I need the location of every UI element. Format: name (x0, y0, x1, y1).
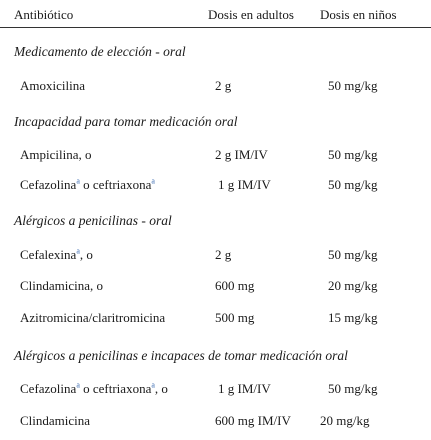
drug-part: Cefazolina (20, 177, 77, 192)
table-header (0, 0, 431, 28)
table-row (0, 278, 431, 298)
child-dose: 20 mg/kg (328, 278, 378, 293)
footnote-marker[interactable]: a (76, 246, 80, 256)
table-row (0, 177, 431, 197)
table-row (0, 147, 431, 167)
footnote-marker[interactable]: a (151, 176, 155, 186)
header-child-dose: Dosis en niños (320, 7, 397, 22)
child-dose: 50 mg/kg (328, 381, 378, 396)
drug-part: Cefalexina (20, 247, 77, 262)
drug-name: Clindamicina (20, 413, 91, 428)
header-adult-dose: Dosis en adultos (208, 7, 294, 22)
footnote-marker[interactable]: a (76, 176, 80, 186)
drug-name: Azitromicina/claritromicina (20, 310, 166, 325)
child-dose: 15 mg/kg (328, 310, 378, 325)
footnote-marker[interactable]: a (76, 380, 80, 390)
adult-dose: 2 g IM/IV (215, 147, 268, 162)
section-title: Alérgicos a penicilinas e incapaces de tomar medicación oral (14, 348, 348, 363)
section-title: Incapacidad para tomar medicación oral (14, 114, 238, 129)
adult-dose: 500 mg (215, 310, 255, 325)
child-dose: 50 mg/kg (328, 177, 378, 192)
drug-name (20, 381, 168, 397)
child-dose: 50 mg/kg (328, 147, 378, 162)
adult-dose: 2 g (215, 247, 232, 262)
adult-dose: 1 g IM/IV (218, 177, 271, 192)
table-row (0, 310, 431, 330)
drug-part: o ceftriaxona (79, 177, 152, 192)
drug-part: o ceftriaxona (79, 381, 152, 396)
adult-dose: 2 g (215, 78, 232, 93)
drug-part: Cefazolina (20, 381, 77, 396)
table-row (0, 381, 431, 401)
adult-dose: 1 g IM/IV (218, 381, 271, 396)
footnote-marker[interactable]: a (151, 380, 155, 390)
section-title: Medicamento de elección - oral (14, 44, 186, 59)
table-row (0, 247, 431, 267)
section-title: Alérgicos a penicilinas - oral (14, 213, 172, 228)
adult-dose: 600 mg (215, 278, 255, 293)
drug-name: Clindamicina, o (20, 278, 104, 293)
child-dose: 20 mg/kg (320, 413, 370, 428)
drug-part: , o (79, 247, 93, 262)
drug-name: Ampicilina, o (20, 147, 92, 162)
adult-dose: 600 mg IM/IV (215, 413, 291, 428)
drug-name (20, 177, 155, 193)
child-dose: 50 mg/kg (328, 247, 378, 262)
table-row (0, 78, 431, 98)
child-dose: 50 mg/kg (328, 78, 378, 93)
header-antibiotic: Antibiótico (14, 7, 74, 22)
drug-part: , o (154, 381, 168, 396)
table-row (0, 413, 431, 433)
drug-name (20, 247, 93, 263)
drug-name: Amoxicilina (20, 78, 85, 93)
